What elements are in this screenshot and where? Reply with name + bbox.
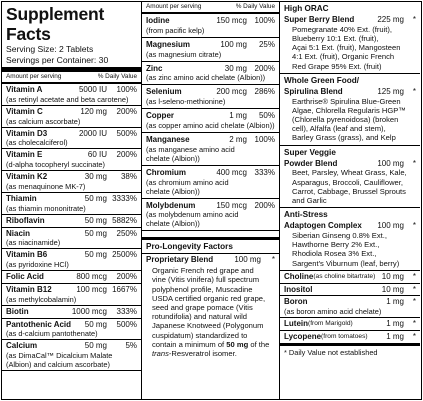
blend-text-line: cell), Alfalfa (leaf and stem), [292,124,386,134]
blend-dv-star: * [412,86,416,96]
nutrient-amount: 1 mg [386,297,404,307]
nutrient-line [284,297,416,307]
nutrient-name: Zinc [146,63,163,73]
blend-description [280,231,420,269]
blend-isomer-end: -Resveratrol isomer. [168,349,237,358]
blend-block [280,159,420,209]
nutrient-name: Pantothenic Acid [6,319,72,329]
nutrient-row [2,171,141,193]
nutrient-row [142,85,279,109]
nutrient-row [142,14,279,38]
nutrient-line [146,135,275,145]
nutrient-name: Vitamin D3 [6,128,48,138]
blend-list [280,2,420,359]
nutrient-source: (Albion) and calcium ascorbate) [6,360,110,370]
nutrient-line [146,111,275,121]
blend-line [280,87,420,97]
blend-name: Proprietary Blend [146,255,214,265]
nutrient-source: (from pacific kelp) [146,25,205,35]
nutrient-dv: 2500% [112,250,137,260]
nutrient-amount: 2000 IU [78,128,107,138]
vitamin-list [2,84,141,371]
nutrient-amount: 50 mg [84,250,107,260]
blend-text-line: Rhodiola Rosea 3% Ext., [292,249,377,259]
blend-description [280,168,420,206]
blend-text-line: Barley Grass (grass), and Kelp [292,133,396,143]
nutrient-line [6,194,137,204]
nutrient-source: (as calcium ascorbate) [6,116,81,126]
blend-description [142,266,279,359]
nutrient-line [6,320,137,330]
nutrient-source: (as choline bitartrate) [313,272,376,280]
nutrient-line [146,40,275,50]
blend-text-line: Asparagus, Broccoli, Cauliflower, [292,177,404,187]
nutrient-name: Choline [284,271,314,281]
nutrient-name: Selenium [146,87,182,97]
nutrient-row [2,149,141,171]
nutrient-amount: 50 mg [84,319,107,329]
lycopene-row [280,331,420,344]
blend-amount: 100 mg [234,255,261,265]
nutrient-source: (as l-seleno-methionine) [146,97,226,107]
nutrient-line [146,16,275,26]
nutrient-row [2,193,141,215]
footnote: * Daily Value not established [280,344,420,359]
blend-line [280,221,420,231]
blend-name: Spirulina Blend [284,86,343,96]
nutrient-row [2,271,141,284]
nutrient-amount: 1000 mcg [71,306,107,316]
nutrient-dv: 100% [254,134,275,144]
nutrient-row [2,215,141,228]
nutrient-dv: 25% [258,39,275,49]
nutrient-line [284,319,416,329]
nutrient-amount: 150 mcg [216,200,247,210]
nutrient-dv: 500% [116,319,137,329]
supplement-facts-panel [1,1,422,400]
blend-text-line: USDA certified organic red grape, [152,293,266,303]
blend-text-line: Algae, Chlorella Regularis HGP™ [292,105,406,115]
nutrient-name: Vitamin E [6,150,43,160]
nutrient-source: (as niacinamide) [6,238,61,248]
blend-name: Adaptogen Complex [284,221,362,231]
blend-text-line: Hawthorne Berry 2% Ext., [292,240,380,250]
nutrient-dv: 50% [258,111,275,121]
nutrient-dv: 200% [116,150,137,160]
blend-description [280,97,420,144]
nutrient-source: (from Marigold) [308,320,353,328]
nutrient-line [6,229,137,239]
blend-name: Super Berry Blend [284,15,355,24]
blend-amount: 100 mg [377,158,404,168]
blend-name: Powder Blend [284,158,338,168]
blend-amount: 125 mg [377,86,404,96]
nutrient-source: (as DimaCal™ Dicalcium Malate [6,351,113,361]
servings-per-container: Servings per Container: 30 [6,55,109,65]
nutrient-amount: 50 mg [84,228,107,238]
nutrient-amount: 50 mg [84,193,107,203]
blend-text-line: (Chlorella pyrenoidosa) (broken [292,115,399,125]
blend-line [280,159,420,169]
nutrient-dv: 500% [116,128,137,138]
nutrient-line [6,307,137,317]
nutrient-name: Iodine [146,16,170,25]
blend-text-line: seed and grape pomace (Vitis [152,302,253,312]
blend-block [280,15,420,74]
blend-amount: 100 mg [377,221,404,231]
lutein-row [280,318,420,331]
nutrient-dv-star: * [412,332,416,342]
nutrient-line [6,341,137,351]
blend-dv-star: * [412,15,416,24]
nutrient-amount: 10 mg [381,284,404,294]
nutrient-dv: 333% [254,167,275,177]
nutrient-dv-star: * [412,284,416,294]
nutrient-line [6,85,137,95]
nutrient-dv: 100% [116,85,137,94]
nutrient-dv: 250% [116,228,137,238]
nutrient-name: Manganese [146,134,190,144]
column-header [142,2,279,14]
header-amount: Amount per serving [6,73,62,80]
blend-dv-star: * [271,255,275,265]
section-pro-longevity: Pro-Longevity Factors [142,237,279,253]
nutrient-line [6,216,137,226]
nutrient-row [142,133,279,166]
nutrient-source: (as chromium amino acid [146,177,229,187]
nutrient-line [284,285,416,295]
nutrient-line [146,201,275,211]
blend-text-line: Organic French red grape and [152,266,254,276]
blend-text-line: vine (Vitis vinifera) full spectrum [152,275,260,285]
nutrient-amount: 1 mg [386,332,404,342]
blend-text-line: Siberian Ginseng 0.8% Ext., [292,231,387,241]
blend-min-amount: 50 mg [226,339,249,349]
serving-size: Serving Size: 2 Tablets [6,44,94,54]
nutrient-source: (as menaquinone MK-7) [6,181,86,191]
blend-block [280,221,420,271]
blend-amount: 225 mg [377,15,404,24]
nutrient-amount: 150 mcg [216,16,247,25]
nutrient-dv: 200% [254,200,275,210]
nutrient-row [142,109,279,133]
blend-isomer-italic: trans [152,349,169,358]
nutrient-source: (as zinc amino acid chelate (Albion)) [146,73,266,83]
nutrient-name: Folic Acid [6,272,44,282]
blend-text-line: contain a minimum of 50 mg of the [152,339,270,349]
blend-text-line: 4:1 Ext. (fruit), Organic French [292,52,395,62]
nutrient-name: Vitamin C [6,106,43,116]
nutrient-line [6,250,137,260]
nutrient-dv: 200% [116,106,137,116]
nutrient-amount: 2 mg [229,134,247,144]
nutrient-dv: 286% [254,87,275,97]
blend-text-line: Açai 5:1 Ext. (fruit), Mangosteen [292,43,401,53]
nutrient-row [142,62,279,86]
nutrient-row [2,340,141,371]
nutrient-dv: 333% [116,306,137,316]
blend-text-line: and Garlic [292,196,327,206]
nutrient-dv: 200% [116,272,137,282]
nutrient-source: chelate (Albion)) [146,186,200,196]
inositol-row [280,284,420,297]
nutrient-amount: 100 mcg [76,284,107,294]
blend-dv-star: * [412,158,416,168]
nutrient-name: Copper [146,111,174,121]
nutrient-name: Calcium [6,341,38,351]
nutrient-row [2,106,141,128]
nutrient-name: Riboflavin [6,215,45,225]
nutrient-source: (as copper amino acid chelate (Albion)) [146,120,275,130]
nutrient-source: chelate (Albion)) [146,153,200,163]
nutrient-source: (as molybdenum amino acid [146,210,239,220]
nutrient-source: (as manganese amino acid [146,144,235,154]
blend-text-line [152,349,275,358]
proprietary-blend-row [142,253,279,266]
section-heading: High ORAC [284,4,329,13]
nutrient-amount: 1 mg [229,111,247,121]
nutrient-source: (as cholecalciferol) [6,138,68,148]
blend-text-line: Blueberry 10:1 Ext. (fruit), [292,34,379,43]
nutrient-name: Niacin [6,228,31,238]
nutrient-row [2,249,141,271]
blend-text-line: Beet, Parsley, Wheat Grass, Kale, [292,168,407,178]
blend-text-tail: of the [248,339,270,349]
header-dv: % Daily Value [97,73,137,80]
blend-line [280,15,420,25]
nutrient-row [2,84,141,106]
nutrient-name: Vitamin B12 [6,284,52,294]
nutrient-dv-star: * [412,297,416,307]
column-vitamins [2,2,142,399]
nutrient-amount: 50 mg [84,341,107,351]
nutrient-row [142,166,279,199]
blend-text-line: cuspidatum) standardized to [152,330,248,340]
nutrient-amount: 200 mcg [216,87,247,97]
nutrient-amount: 800 mcg [76,272,107,282]
nutrient-amount: 30 mg [84,172,107,182]
nutrient-line [6,129,137,139]
nutrient-line [284,332,416,342]
blend-text-line: Red Grape 95% Ext. (fruit) [292,61,382,71]
nutrient-dv: 100% [254,16,275,25]
nutrient-source: (as d-calcium pantothenate) [6,329,98,339]
nutrient-line [146,168,275,178]
nutrient-source: (as pyridoxine HCl) [6,260,69,270]
nutrient-amount: 100 mg [220,39,247,49]
section-heading: Super Veggie [284,147,336,157]
nutrient-dv: 200% [254,63,275,73]
blend-block [280,87,420,146]
header-dv: % Daily Value [235,3,275,10]
blend-text-line: Japanese Knotweed (Polygonum [152,321,264,331]
nutrient-line [6,150,137,160]
column-minerals [142,2,280,399]
blend-text-line: Earthrise® Spirulina Blue-Green [292,96,401,106]
blend-text-line: Sargent's Viburnum (leaf, berry) [292,258,400,268]
nutrient-amount: 10 mg [381,271,404,281]
column-header [2,72,141,84]
nutrient-name: Chromium [146,167,186,177]
column-blends [280,2,420,399]
choline-row [280,271,420,284]
nutrient-amount: 400 mcg [216,167,247,177]
nutrient-line [6,272,137,282]
nutrient-line [6,107,137,117]
nutrient-row [2,319,141,341]
blend-text-line: rotundifolia) and natural wild [152,312,247,322]
nutrient-amount: 30 mg [224,63,247,73]
nutrient-source: chelate (Albion)) [146,219,200,229]
nutrient-amount: 1 mg [386,319,404,329]
nutrient-source: (as thiamin mononitrate) [6,203,86,213]
header-amount: Amount per serving [146,3,202,10]
nutrient-row [2,228,141,250]
nutrient-line [6,285,137,295]
nutrient-name: Thiamin [6,193,37,203]
nutrient-name: Lycopene [284,332,322,342]
nutrient-name: Molybdenum [146,200,196,210]
nutrient-amount: 120 mg [80,106,107,116]
nutrient-name: Magnesium [146,39,191,49]
nutrient-row [2,306,141,319]
nutrient-dv: 5882% [112,215,137,225]
section-heading: Anti-Stress [284,210,328,220]
section-heading: Whole Green Food/ [284,75,360,85]
nutrient-name: Vitamin K2 [6,172,48,182]
nutrient-name: Inositol [284,284,313,294]
nutrient-name: Vitamin A [6,85,43,94]
nutrient-dv: 38% [120,172,137,182]
nutrient-row [2,128,141,150]
nutrient-amount: 60 IU [87,150,107,160]
blend-text-line: Carrot, Cabbage, Brussel Sprouts [292,186,406,196]
boron-row [280,296,420,318]
nutrient-row [142,38,279,62]
nutrient-dv-star: * [412,319,416,329]
nutrient-source: (as magnesium citrate) [146,49,222,59]
nutrient-row [2,284,141,306]
nutrient-name: Vitamin B6 [6,250,48,260]
blend-description [280,25,420,72]
nutrient-source: (d-alpha tocopheryl succinate) [6,160,106,170]
nutrient-amount: 50 mg [84,215,107,225]
nutrient-dv: 5% [125,341,137,351]
nutrient-line [146,64,275,74]
nutrient-source: (as boron amino acid chelate) [284,307,382,317]
nutrient-dv: 1667% [112,284,137,294]
mineral-list [142,14,279,231]
blend-text-line: polyphenol profile, Muscadine [152,284,253,294]
nutrient-source: (from tomatoes) [321,333,368,341]
nutrient-row [142,199,279,232]
nutrient-name: Lutein [284,319,308,329]
nutrient-dv-star: * [412,271,416,281]
nutrient-name: Boron [284,297,308,307]
nutrient-source: (as retinyl acetate and beta carotene) [6,94,129,104]
blend-dv-star: * [412,221,416,231]
nutrient-line [6,172,137,182]
blend-text-line: Pomegranate 40% Ext. (fruit), [292,24,393,34]
nutrient-amount: 5000 IU [78,85,107,94]
nutrient-line [284,272,416,282]
nutrient-line [146,87,275,97]
nutrient-source: (as methylcobalamin) [6,294,77,304]
panel-title: Supplement Facts [6,4,105,44]
nutrient-dv: 3333% [112,193,137,203]
nutrient-name: Biotin [6,306,29,316]
